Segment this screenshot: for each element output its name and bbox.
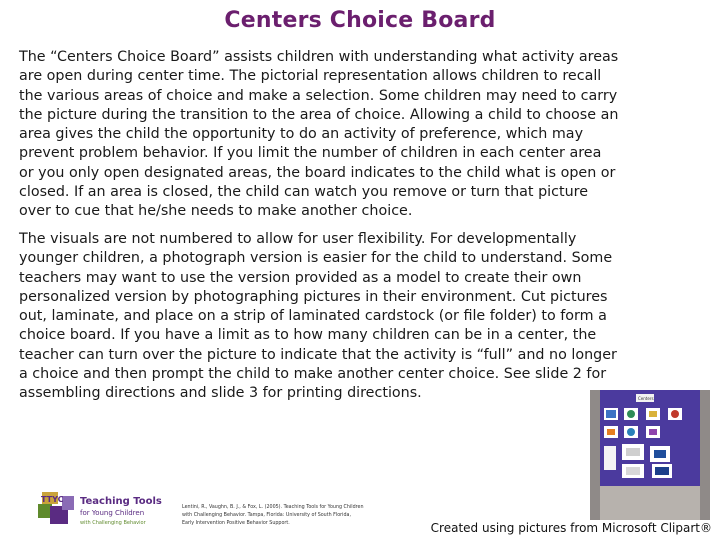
text-line: teacher can turn over the picture to indicate that the activity is “full” and no longer <box>19 346 617 363</box>
picture-card <box>604 446 616 470</box>
logo-block-icon <box>38 504 52 518</box>
text-line: closed. If an area is closed, the child can watch you remove or turn that picture <box>19 184 589 201</box>
citation-line: with Challenging Behavior. Tampa, Florida: University of South Florida, <box>182 513 352 518</box>
text-line: over to cue that he/she needs to make another choice. <box>19 203 413 220</box>
text-line: The “Centers Choice Board” assists children with understanding what activity areas <box>19 49 619 65</box>
text-line: teachers may want to use the version provided as a model to create their own <box>19 269 582 286</box>
text-line: area gives the child the opportunity to do an activity of preference, which may <box>19 126 584 143</box>
logo-line-3: with Challenging Behavior <box>80 520 146 526</box>
text-line: or you only open designated areas, the board indicates to the child what is open or <box>19 164 616 181</box>
text-line: are open during center time. The pictorial representation allows children to recall <box>19 68 602 85</box>
logo-block-icon <box>62 496 74 510</box>
slide-title: Centers Choice Board <box>224 8 496 33</box>
clipart-credit: Created using pictures from Microsoft Clipart® <box>430 521 712 535</box>
text-line: prevent problem behavior. If you limit the number of children in each center area <box>19 145 602 162</box>
text-line: personalized version by photographing pictures in their environment. Cut pictures <box>19 288 608 305</box>
paragraph-intro <box>19 48 703 222</box>
logo-line-1: Teaching Tools <box>80 496 162 507</box>
logo-line-2: for Young Children <box>80 509 145 517</box>
citation-line: Early Intervention Positive Behavior Support. <box>182 521 290 526</box>
paragraph-instructions <box>19 230 703 404</box>
citation <box>182 504 364 528</box>
text-line: choice board. If you have a limit as to how many children can be in a center, the <box>19 327 597 344</box>
citation-line: Lentini, R., Vaughn, B. J., & Fox, L. (2005). Teaching Tools for Young Children <box>182 505 364 510</box>
logo-mark: TTYC <box>41 495 64 504</box>
board-header-label: Centers <box>638 396 654 401</box>
teaching-tools-logo <box>36 488 176 532</box>
text-line: out, laminate, and place on a strip of laminated cardstock (or file folder) to form a <box>19 308 607 325</box>
text-line: younger children, a photograph version is easier for the child to understand. Some <box>19 250 613 267</box>
text-line: the various areas of choice and make a selection. Some children may need to carry <box>19 87 618 104</box>
choice-board-photo <box>590 390 710 520</box>
text-line: a choice and then prompt the child to make another center choice. See slide 2 for <box>19 366 607 383</box>
text-line: The visuals are not numbered to allow for user flexibility. For developmentally <box>19 231 577 247</box>
text-line: assembling directions and slide 3 for printing directions. <box>19 385 422 402</box>
text-line: the picture during the transition to the area of choice. Allowing a child to choose an <box>19 106 619 123</box>
